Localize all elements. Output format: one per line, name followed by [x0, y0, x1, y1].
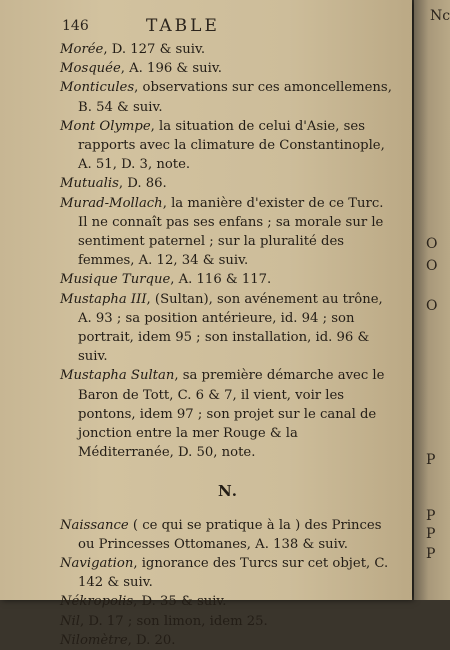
index-entry — [60, 516, 396, 554]
facing-fragment: O — [426, 298, 438, 314]
facing-fragment: P — [426, 508, 436, 524]
index-entry — [60, 554, 396, 592]
entry-text: , sa première démarche avec le Baron de Tott, C. 6 & 7, il vient, voir les pontons, idem 97 ; son projet sur le canal de jonction entre la mer Rouge & la Méditerranée, D. 50, note. — [78, 368, 385, 461]
entry-term: Nilomètre — [60, 632, 128, 648]
entry-text: , D. 127 & suiv. — [103, 42, 206, 57]
index-entry — [60, 59, 396, 78]
index-entries — [60, 40, 396, 650]
facing-fragment: Nc — [430, 8, 450, 24]
entry-text: , D. 20. — [127, 632, 176, 648]
entry-term: Navigation — [60, 556, 134, 572]
entry-term: Mustapha III — [60, 291, 147, 307]
entry-term: Murad-Mollach — [60, 195, 163, 211]
index-entry — [60, 612, 396, 631]
index-entry — [60, 592, 396, 611]
index-entry — [60, 174, 396, 193]
entry-term: Nil — [60, 613, 80, 629]
entry-text: , observations sur ces amoncellemens, B. 54 & suiv. — [78, 80, 392, 115]
index-entry — [60, 78, 396, 116]
index-entry — [60, 194, 396, 271]
entry-text: , la situation de celui d'Asie, ses rapports avec la climature de Constantinople, A. 51, D. 3, note. — [78, 118, 385, 173]
facing-fragment: O — [426, 258, 438, 274]
entry-term: Mutualis — [60, 176, 119, 192]
entry-text: , (Sultan), son avénement au trône, A. 93 ; sa position antérieure, id. 94 ; son portrait, idem 95 ; son installation, id. 96 & suiv. — [78, 291, 383, 365]
entry-text: , ignorance des Turcs sur cet objet, C. 142 & suiv. — [78, 556, 389, 591]
running-head: TABLE — [146, 16, 220, 36]
facing-fragment: O — [426, 236, 438, 252]
page-number: 146 — [62, 18, 89, 34]
index-entry — [60, 270, 396, 289]
entry-text: ( ce qui se pratique à la ) des Princes ou Princesses Ottomanes, A. 138 & suiv. — [78, 517, 382, 552]
index-entry — [60, 290, 396, 367]
index-entry — [60, 631, 396, 650]
entry-term: Mustapha Sultan — [60, 368, 175, 384]
entry-text: , la manière d'exister de ce Turc. Il ne connaît pas ses enfans ; sa morale sur le sentiment paternel ; sur la pluralité des femmes, A. 12, 34 & suiv. — [78, 195, 384, 269]
entry-term: Morée — [60, 42, 104, 57]
entry-term: Musique Turque — [60, 272, 171, 288]
index-entry — [60, 40, 396, 59]
facing-fragment: P — [426, 526, 436, 542]
entries-group-n — [60, 516, 396, 650]
index-entry — [60, 117, 396, 175]
entry-term: Monticules — [60, 80, 135, 96]
entry-term: Nékropolis — [60, 594, 134, 610]
entry-term: Mont Olympe — [60, 118, 151, 134]
index-entry — [60, 366, 396, 462]
entry-text: , A. 116 & 117. — [170, 272, 272, 288]
entry-term: Mosquée — [60, 61, 121, 77]
entry-text: , D. 35 & suiv. — [133, 594, 227, 610]
facing-fragment: P — [426, 452, 436, 468]
entry-text: , D. 86. — [118, 176, 167, 192]
entry-text: , D. 17 ; son limon, idem 25. — [79, 613, 268, 629]
entry-text: , A. 196 & suiv. — [120, 61, 222, 77]
entries-group-m — [60, 40, 396, 462]
entry-term: Naissance — [60, 517, 129, 533]
facing-fragment: P — [426, 546, 436, 562]
section-heading: N. — [218, 482, 238, 501]
page-header — [62, 16, 372, 38]
facing-page — [414, 0, 450, 600]
